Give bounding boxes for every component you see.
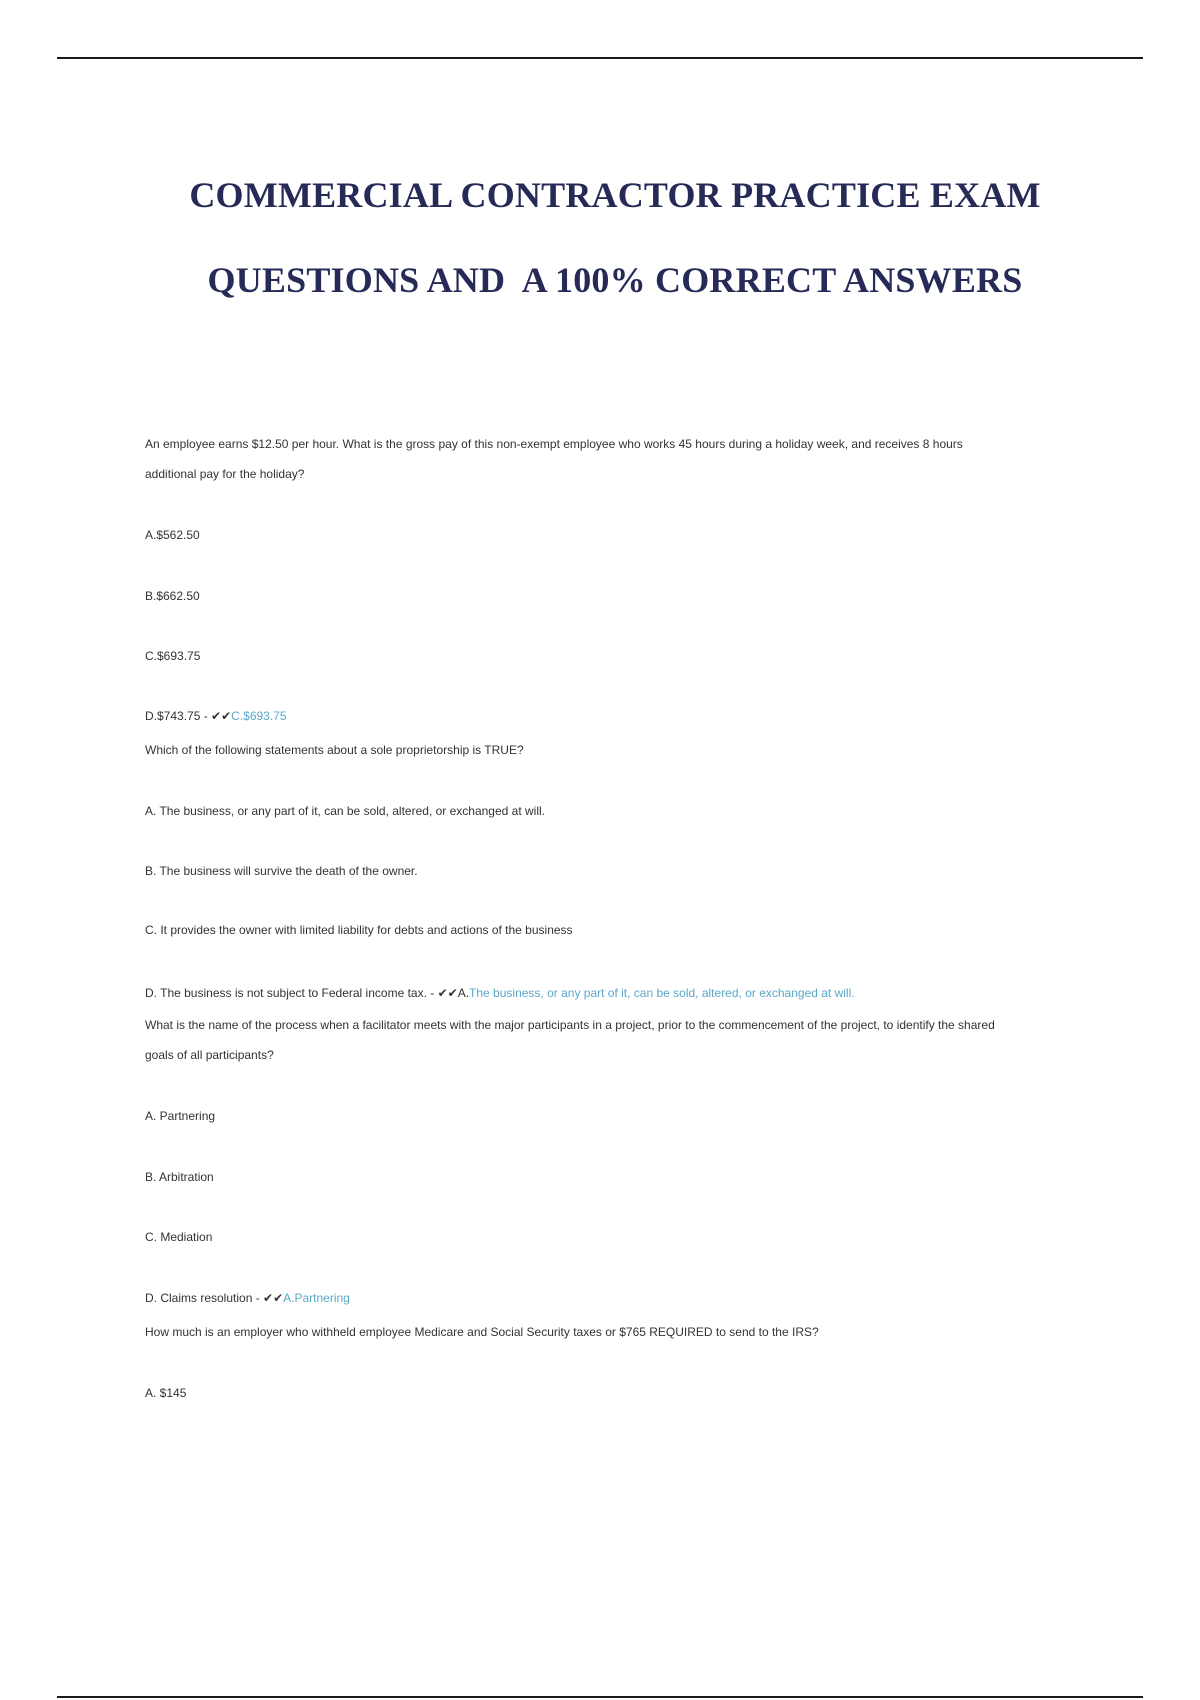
question-1-option-d: D.$743.75 - [145,709,212,723]
question-2-answer-prefix: A. [457,986,470,1000]
question-2-answer: The business, or any part of it, can be sold, altered, or exchanged at will. [469,986,855,1000]
question-4-option-a: A. $145 [145,1386,187,1400]
top-rule [57,57,1143,59]
question-2-option-a: A. The business, or any part of it, can be sold, altered, or exchanged at will. [145,804,546,818]
question-2-option-d-row [145,986,855,1000]
question-2-option-c: C. It provides the owner with limited liability for debts and actions of the business [145,923,573,937]
checkmark-icon: ✔✔ [437,986,458,1000]
bottom-rule [57,1696,1143,1698]
question-3-option-d: D. Claims resolution - [145,1291,264,1305]
question-1-text-line-2: additional pay for the holiday? [145,467,305,481]
question-2-text: Which of the following statements about a sole proprietorship is TRUE? [145,743,524,757]
question-4-text: How much is an employer who withheld employee Medicare and Social Security taxes or $765 REQUIRED to send to the IRS? [145,1325,819,1339]
document-title-line-1: COMMERCIAL CONTRACTOR PRACTICE EXAM [189,175,1041,215]
question-1-answer: C.$693.75 [231,709,287,723]
question-1-text-line-1: An employee earns $12.50 per hour. What is the gross pay of this non-exempt employee who works 45 hours during a holiday week, and receives 8 hours [145,437,963,451]
question-2-option-d: D. The business is not subject to Federal income tax. - [145,986,438,1000]
checkmark-icon: ✔✔ [211,709,232,723]
question-3-text-line-1: What is the name of the process when a facilitator meets with the major participants in a project, prior to the commencement of the project, to identify the shared [145,1018,995,1032]
document-title-line-2: QUESTIONS AND A 100% CORRECT ANSWERS [207,260,1023,300]
question-3-option-c: C. Mediation [145,1230,213,1244]
question-1-option-d-row [145,709,287,723]
question-3-option-d-row [145,1291,350,1305]
checkmark-icon: ✔✔ [263,1291,284,1305]
question-3-option-b: B. Arbitration [145,1170,214,1184]
question-3-option-a: A. Partnering [145,1109,216,1123]
question-1-option-b: B.$662.50 [145,589,200,603]
question-1-option-c: C.$693.75 [145,649,201,663]
question-3-answer: A.Partnering [283,1291,350,1305]
question-3-text-line-2: goals of all participants? [145,1048,274,1062]
question-1-option-a: A.$562.50 [145,528,200,542]
question-2-option-b: B. The business will survive the death of the owner. [145,864,418,878]
